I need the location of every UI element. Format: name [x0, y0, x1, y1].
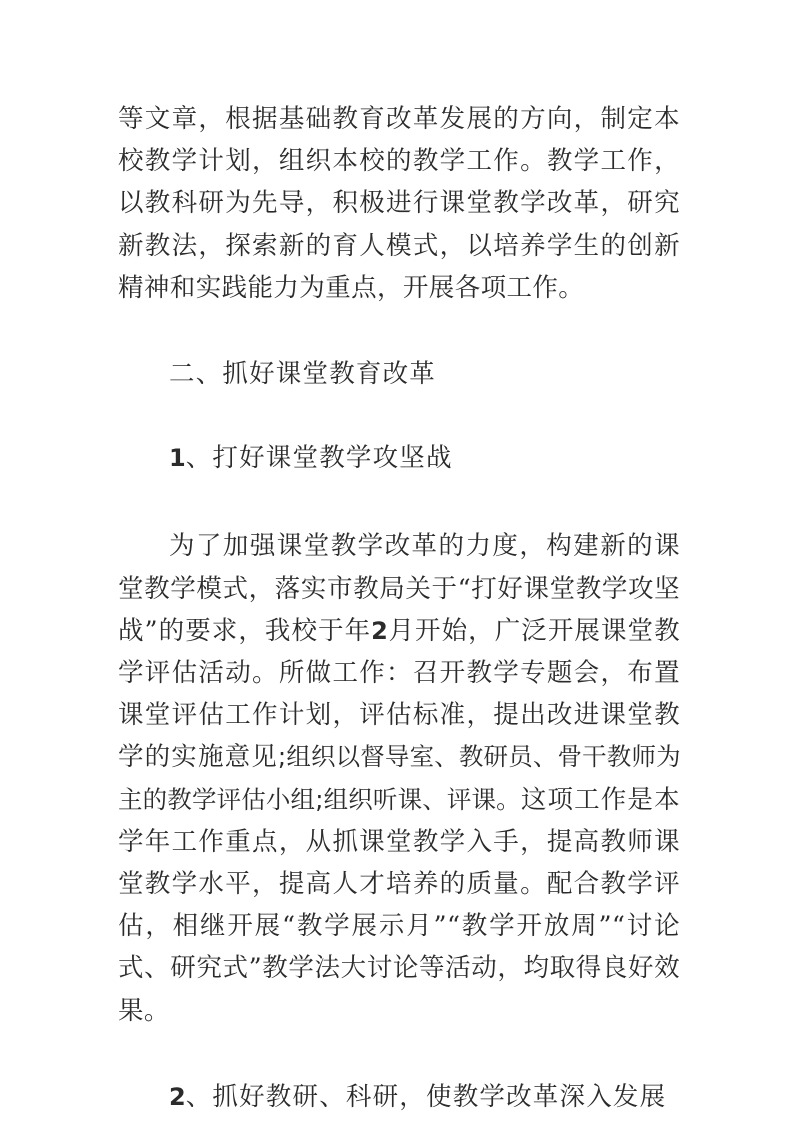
heading-item-two-label: 、抓好教研、科研，使教学改革深入发展 [185, 1081, 667, 1112]
heading-item-one-label: 、打好课堂教学攻坚战 [185, 443, 453, 474]
heading-section-two: 二、抓好课堂教育改革 [169, 359, 437, 390]
paragraph-run-c: 这项工作是本学年工作重点，从抓课堂教学入手，提高教师课堂教学水平，提高人才培养的质量。配合教学评估，相继开展“教学展示月”“教学开放周”“讨论式、研究式”教学法大讨论等活动，均取得良好效果。 [118, 784, 680, 1026]
paragraph-run-a: 为了加强课堂教学改革的力度，构建新的课堂教学模式，落实市教局关于“打好课堂教学攻坚战”的要求，我校于年 [118, 531, 680, 646]
document-text-column [118, 98, 680, 1118]
heading-item-two-marker: 2 [169, 1082, 186, 1111]
paragraph-run-alt-face: ;组织以督导室、教研员、骨干教师为主的教学评估小组;组织听课、评课。 [118, 742, 680, 814]
spacer [118, 479, 680, 525]
spacer [118, 395, 680, 437]
spacer [118, 309, 680, 353]
heading-item-one [118, 437, 680, 479]
spacer [118, 1032, 680, 1076]
paragraph-classroom-reform [118, 525, 680, 1031]
paragraph-month-numeral: 2 [371, 616, 388, 645]
heading-item-two [118, 1076, 680, 1118]
heading-item-one-marker: 1 [169, 444, 186, 473]
paragraph-continuation: 等文章，根据基础教育改革发展的方向，制定本校教学计划，组织本校的教学工作。教学工作，以教科研为先导，积极进行课堂教学改革，研究新教法，探索新的育人模式，以培养学生的创新精神和实践能力为重点，开展各项工作。 [118, 104, 680, 303]
paragraph-run-b: 月开始，广泛开展课堂教学评估活动。所做工作：召开教学专题会，布置课堂评估工作计划，评估标准，提出改进课堂教学的实施意见 [118, 615, 680, 773]
